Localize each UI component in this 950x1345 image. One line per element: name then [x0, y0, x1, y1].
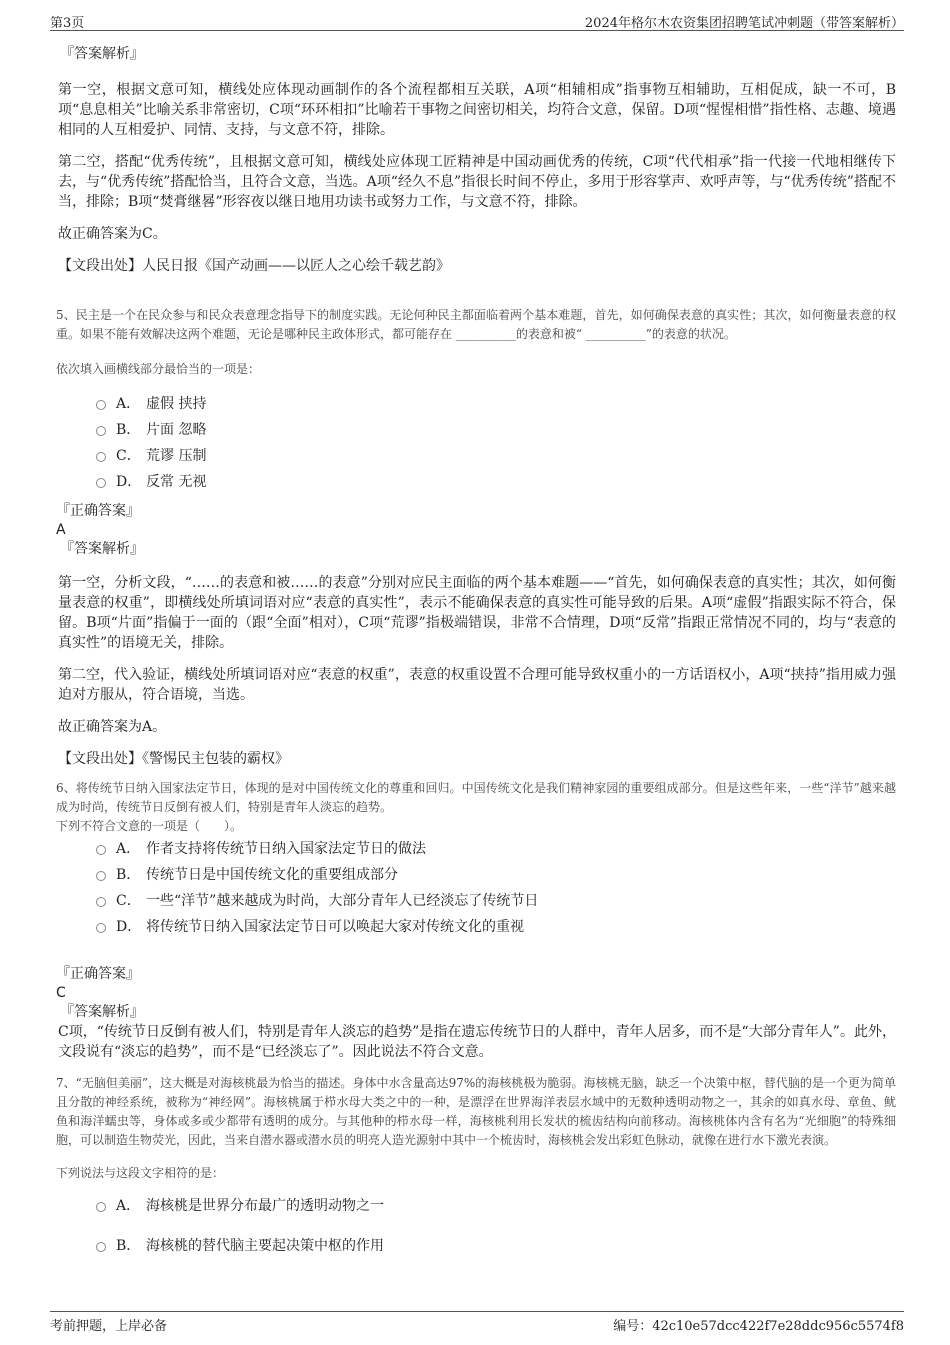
- question-prompt: 依次填入画横线部分最恰当的一项是：: [56, 362, 261, 376]
- page-header: [50, 10, 904, 31]
- correct-answer: A: [56, 522, 66, 538]
- question-stem: 7、“无脑但美丽”，这大概是对海核桃最为恰当的描述。身体中水含量高达97%的海核桃极为脆弱。海核桃无脑，缺乏一个决策中枢，替代脑的是一个更为简单且分散的神经系统，被称为“神经网”。海核桃属于栉水母大类之中的一种，是漂浮在世界海洋表层水域中的无数种透明动物之一，其余的如真水母、章鱼、鱿鱼和海洋蠕虫等，身体或多或少都带有透明的成分。与其他种的栉水母一样，海核桃利用长发状的梳齿结构向前移动。海核桃体内含有名为“光细胞”的特殊细胞，可以制造生物荧光，因此，当来自潜水器或潜水员的明亮人造光源射中其中一个梳齿时，海核桃会发出彩虹色脉动，就像在进行水下激光表演。: [56, 1076, 896, 1147]
- option-a[interactable]: A． 虚假 挟持: [96, 391, 896, 417]
- radio-icon[interactable]: [96, 478, 106, 488]
- radio-icon[interactable]: [96, 897, 106, 907]
- question-stem: 5、民主是一个在民众参与和民众表意理念指导下的制度实践。无论何种民主都面临着两个基本难题，首先，如何确保表意的真实性；其次，如何衡量表意的权重。如果不能有效解决这两个难题，无论是哪种民主政体形式，都可能存在 __________的表意和被“ __________”的表意的状况。: [56, 308, 896, 341]
- radio-icon[interactable]: [96, 845, 106, 855]
- radio-icon[interactable]: [96, 452, 106, 462]
- correct-answer: C: [56, 985, 66, 1001]
- question-stem: 6、将传统节日纳入国家法定节日，体现的是对中国传统文化的尊重和回归。中国传统文化是我们精神家园的重要组成部分。但是这些年来，一些“洋节”越来越成为时尚，传统节日反倒有被人们，特别是青年人淡忘的趋势。: [56, 781, 896, 814]
- option-c[interactable]: C． 一些“洋节”越来越成为时尚，大部分青年人已经淡忘了传统节日: [96, 888, 896, 914]
- option-d[interactable]: D． 反常 无视: [96, 469, 896, 495]
- explain-label: 『答案解析』: [60, 1004, 144, 1020]
- answer-label: 『正确答案』: [56, 966, 140, 982]
- explain-paragraph: 第一空，根据文意可知，横线处应体现动画制作的各个流程都相互关联，A项“相辅相成”指事物互相辅助，互相促成，缺一不可，B项“息息相关”比喻关系非常密切，C项“环环相扣”比喻若干事物之间密切相关，均符合文意，保留。D项“惺惺相惜”指性格、志趣、境遇相同的人互相爱护、同情、支持，与文意不符，排除。: [58, 82, 896, 138]
- question-prompt: 下列不符合文意的一项是（ ）。: [56, 819, 243, 833]
- radio-icon[interactable]: [96, 923, 106, 933]
- document-title: 2024年格尔木农资集团招聘笔试冲刺题（带答案解析）: [584, 16, 904, 31]
- question-5: [56, 306, 896, 769]
- explain-label: 『答案解析』: [60, 46, 144, 62]
- radio-icon[interactable]: [96, 400, 106, 410]
- page-number: 第3页: [50, 16, 85, 31]
- document-body: [56, 44, 896, 1259]
- source-citation: 【文段出处】《警惕民主包装的霸权》: [58, 751, 289, 767]
- radio-icon[interactable]: [96, 426, 106, 436]
- options-list: [96, 391, 896, 495]
- conclusion: 故正确答案为A。: [58, 719, 167, 735]
- explain-paragraph: 第二空，代入验证，横线处所填词语对应“表意的权重”，表意的权重设置不合理可能导致权重小的一方话语权小，A项“挟持”指用威力强迫对方服从，符合语境，当选。: [58, 667, 896, 703]
- footer-slogan: 考前押题，上岸必备: [50, 1319, 168, 1334]
- explain-paragraph: 第二空，搭配“优秀传统”，且根据文意可知，横线处应体现工匠精神是中国动画优秀的传统，C项“代代相承”指一代接一代地相继传下去，与“优秀传统”搭配恰当，且符合文意，当选。A项“经久不息”指很长时间不停止，多用于形容掌声、欢呼声等，与“优秀传统”搭配不当，排除；B项“焚膏继晷”形容夜以继日地用功读书或努力工作，与文意不符，排除。: [58, 154, 896, 210]
- question-6: [56, 779, 896, 1062]
- explain-label: 『答案解析』: [60, 541, 144, 557]
- document-id: 编号：42c10e57dcc422f7e28ddc956c5574f8: [613, 1319, 904, 1334]
- answer-label: 『正确答案』: [56, 503, 140, 519]
- option-a[interactable]: A． 作者支持将传统节日纳入国家法定节日的做法: [96, 836, 896, 862]
- options-list: [96, 1193, 896, 1259]
- options-list: [96, 836, 896, 940]
- prev-explanation: [56, 44, 896, 276]
- question-prompt: 下列说法与这段文字相符的是：: [56, 1166, 225, 1180]
- option-a[interactable]: A． 海核桃是世界分布最广的透明动物之一: [96, 1193, 896, 1219]
- option-b[interactable]: B． 海核桃的替代脑主要起决策中枢的作用: [96, 1233, 896, 1259]
- radio-icon[interactable]: [96, 1242, 106, 1252]
- explain-paragraph: C项，“传统节日反倒有被人们，特别是青年人淡忘的趋势”是指在遗忘传统节日的人群中，青年人居多，而不是“大部分青年人”。此外，文段说有“淡忘的趋势”，而不是“已经淡忘了”。因此说法不符合文意。: [58, 1024, 896, 1060]
- explain-paragraph: 第一空，分析文段，“……的表意和被……的表意”分别对应民主面临的两个基本难题——“首先，如何确保表意的真实性；其次，如何衡量表意的权重”，即横线处所填词语对应“表意的真实性”，表示不能确保表意的真实性可能导致的后果。A项“虚假”指跟实际不符合，保留。B项“片面”指偏于一面的（跟“全面”相对），C项“荒谬”指极端错误，非常不合情理，D项“反常”指跟正常情况不同的，均与“表意的真实性”的语境无关，排除。: [58, 575, 896, 651]
- option-c[interactable]: C． 荒谬 压制: [96, 443, 896, 469]
- source-citation: 【文段出处】人民日报《国产动画——以匠人之心绘千载艺韵》: [58, 258, 450, 274]
- conclusion: 故正确答案为C。: [58, 226, 167, 242]
- page-footer: [50, 1311, 904, 1334]
- option-b[interactable]: B． 片面 忽略: [96, 417, 896, 443]
- radio-icon[interactable]: [96, 1202, 106, 1212]
- radio-icon[interactable]: [96, 871, 106, 881]
- option-d[interactable]: D． 将传统节日纳入国家法定节日可以唤起大家对传统文化的重视: [96, 914, 896, 940]
- option-b[interactable]: B． 传统节日是中国传统文化的重要组成部分: [96, 862, 896, 888]
- question-7: [56, 1074, 896, 1259]
